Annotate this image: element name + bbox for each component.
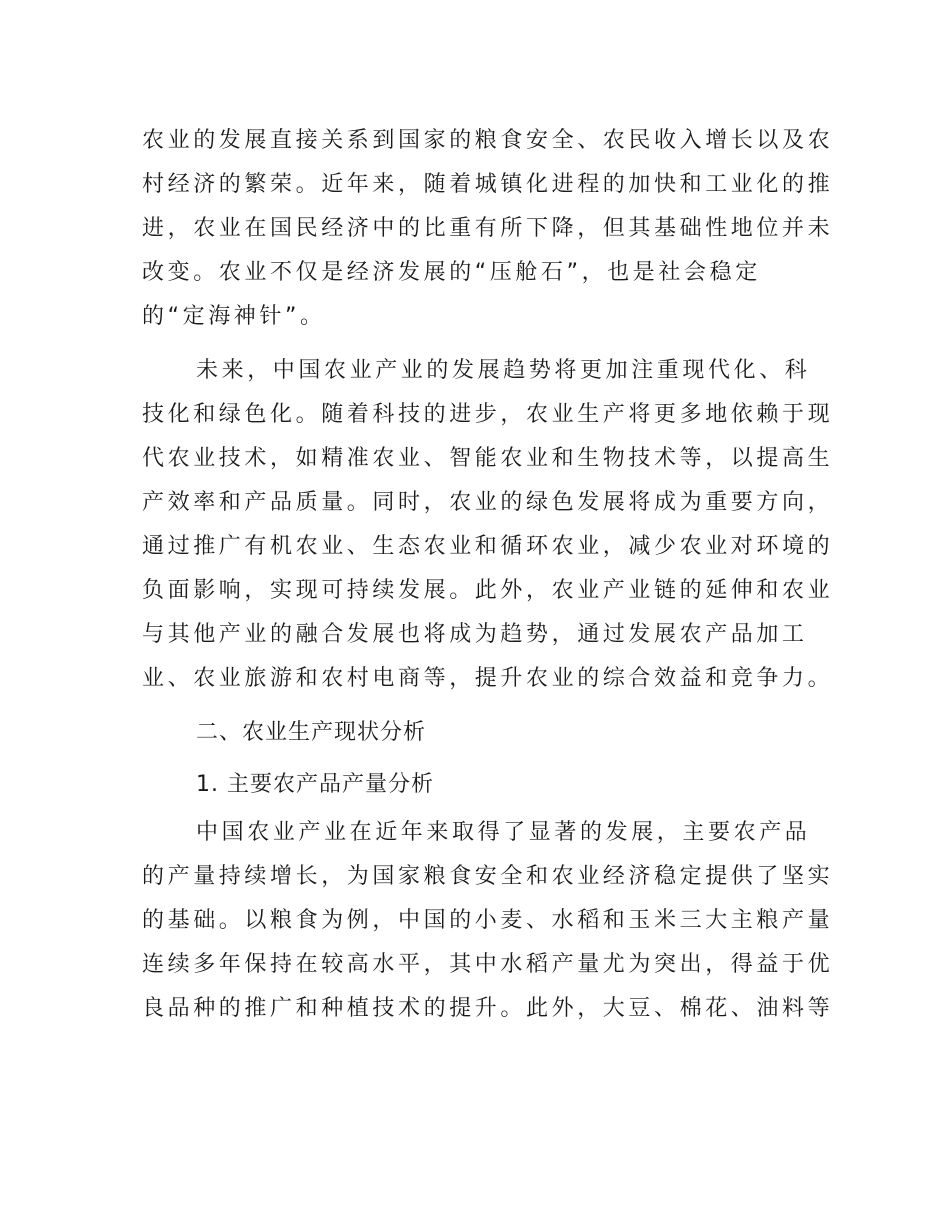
paragraph-2-line-3: 代农业技术，如精准农业、智能农业和生物技术等，以提高生 <box>142 446 834 471</box>
section-heading: 二、农业生产现状分析 <box>196 720 427 745</box>
paragraph-1-line-2: 村经济的繁荣。近年来，随着城镇化进程的加快和工业化的推 <box>142 172 834 197</box>
subsection-heading: 1. 主要农产品产量分析 <box>196 772 434 797</box>
paragraph-2-line-8: 业、农业旅游和农村电商等，提升农业的综合效益和竞争力。 <box>142 666 834 691</box>
paragraph-2-line-5: 通过推广有机农业、生态农业和循环农业，减少农业对环境的 <box>142 534 834 559</box>
paragraph-2-line-6: 负面影响，实现可持续发展。此外，农业产业链的延伸和农业 <box>142 578 834 603</box>
paragraph-2-line-7: 与其他产业的融合发展也将成为趋势，通过发展农产品加工 <box>142 622 808 647</box>
paragraph-1-line-1: 农业的发展直接关系到国家的粮食安全、农民收入增长以及农 <box>142 128 834 153</box>
paragraph-1-line-3: 进，农业在国民经济中的比重有所下降，但其基础性地位并未 <box>142 216 834 241</box>
paragraph-1-line-5: 的“定海神针”。 <box>142 304 326 329</box>
paragraph-3-line-2: 的产量持续增长，为国家粮食安全和农业经济稳定提供了坚实 <box>142 864 834 889</box>
paragraph-2-line-4: 产效率和产品质量。同时，农业的绿色发展将成为重要方向， <box>142 490 834 515</box>
paragraph-2-line-2: 技化和绿色化。随着科技的进步，农业生产将更多地依赖于现 <box>142 402 834 427</box>
paragraph-3-line-1: 中国农业产业在近年来取得了显著的发展，主要农产品 <box>196 820 811 845</box>
paragraph-1-line-4: 改变。农业不仅是经济发展的“压舱石”，也是社会稳定 <box>142 260 761 285</box>
paragraph-2-line-1: 未来，中国农业产业的发展趋势将更加注重现代化、科 <box>196 358 811 383</box>
paragraph-3-line-4: 连续多年保持在较高水平，其中水稻产量尤为突出，得益于优 <box>142 952 834 977</box>
paragraph-3-line-5: 良品种的推广和种植技术的提升。此外，大豆、棉花、油料等 <box>142 996 834 1021</box>
paragraph-3-line-3: 的基础。以粮食为例，中国的小麦、水稻和玉米三大主粮产量 <box>142 908 834 933</box>
